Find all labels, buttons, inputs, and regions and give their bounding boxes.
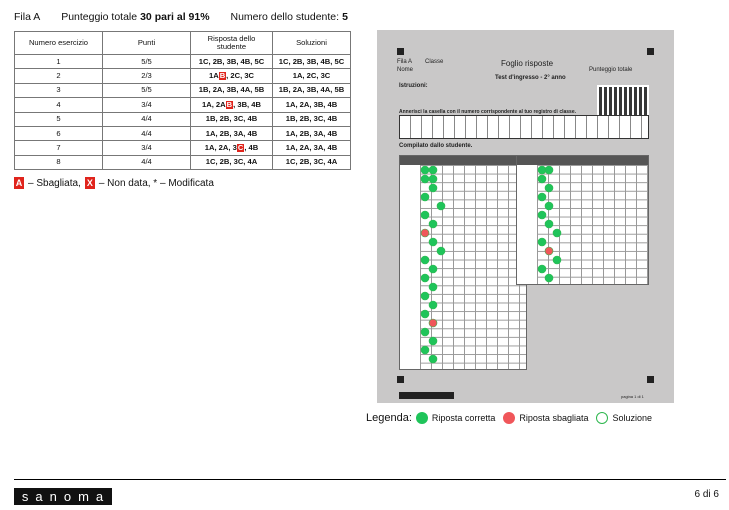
answer-bubble xyxy=(545,166,553,174)
student-answer xyxy=(191,126,273,140)
exercise-number: 5 xyxy=(15,112,103,126)
missing-swatch: X xyxy=(86,178,93,188)
student-answer xyxy=(191,69,273,83)
answer-bubble xyxy=(437,247,445,255)
answer-bubble xyxy=(545,184,553,192)
wrong-answer-mark: C xyxy=(237,142,244,152)
bubble-legend xyxy=(366,412,660,424)
student-answer xyxy=(191,83,273,97)
scan-nome: Nome xyxy=(397,67,414,73)
answer-bubble xyxy=(421,328,429,336)
answer-bubble xyxy=(538,211,546,219)
table-row xyxy=(15,126,351,140)
table-row xyxy=(15,69,351,83)
scan-annerisci: Annerisci la casella con il numero corrispondente al tuo registro di classe. xyxy=(399,109,576,115)
exercise-number: 4 xyxy=(15,98,103,112)
answer-bubble xyxy=(429,319,437,327)
solution-text: 1A, 2C, 3C xyxy=(273,69,351,83)
exercise-number: 2 xyxy=(15,69,103,83)
answer-bubble xyxy=(538,265,546,273)
scan-classe: Classe xyxy=(425,59,444,65)
answer-bubble xyxy=(421,229,429,237)
scan-page: pagina 1 di 1 xyxy=(621,394,644,399)
student-answer xyxy=(191,141,273,155)
answer-bubble xyxy=(421,256,429,264)
answer-bubble xyxy=(429,184,437,192)
student-answer xyxy=(191,98,273,112)
table-row xyxy=(15,112,351,126)
summary-header xyxy=(14,11,366,23)
answer-bubble xyxy=(553,229,561,237)
footer-divider xyxy=(14,479,726,480)
answer-bubble xyxy=(545,247,553,255)
table-row xyxy=(15,98,351,112)
exercise-points: 3/4 xyxy=(103,98,191,112)
answer-bubble xyxy=(429,238,437,246)
page-number: 6 di 6 xyxy=(694,489,719,500)
answer-bubble xyxy=(553,256,561,264)
exercise-points: 4/4 xyxy=(103,112,191,126)
solution-circle-icon xyxy=(596,412,608,424)
answer-bubble xyxy=(429,337,437,345)
wrong-dot-icon xyxy=(503,412,515,424)
solution-text: 1C, 2B, 3B, 4B, 5C xyxy=(273,55,351,69)
exercise-number: 1 xyxy=(15,55,103,69)
answer-text: 1A, 2A, 3 xyxy=(204,142,237,152)
wrong-answer-mark: B xyxy=(226,99,233,109)
answer-text: , 4B xyxy=(244,142,259,152)
table-row xyxy=(15,83,351,97)
answer-bubble xyxy=(429,283,437,291)
answer-text: , 3B, 4B xyxy=(233,99,261,109)
solution-text: 1B, 2B, 3C, 4B xyxy=(273,112,351,126)
missing-label: – Non data, * – Modificata xyxy=(98,177,214,189)
exercise-number: 6 xyxy=(15,126,103,140)
score-label: Punteggio totale 30 pari al 91% xyxy=(61,11,210,23)
solution-text: 1A, 2B, 3A, 4B xyxy=(273,126,351,140)
answer-bubble xyxy=(421,211,429,219)
solution-text: 1A, 2A, 3A, 4B xyxy=(273,141,351,155)
scan-title: Foglio risposte xyxy=(501,59,554,68)
table-row xyxy=(15,141,351,155)
answer-bubble xyxy=(421,346,429,354)
legend-wrong: Riposta sbagliata xyxy=(519,413,589,423)
table-row xyxy=(15,155,351,169)
exercise-points: 2/3 xyxy=(103,69,191,83)
answer-bubble xyxy=(421,310,429,318)
table-row xyxy=(15,55,351,69)
row-label: Fila A xyxy=(14,11,41,23)
answer-text: 1A, 2B, 3A, 4B xyxy=(205,128,258,138)
exercise-points: 4/4 xyxy=(103,126,191,140)
score-value: 30 pari al 91% xyxy=(140,11,210,23)
answer-bubble xyxy=(545,274,553,282)
answer-bubble xyxy=(429,166,437,174)
answer-bubble xyxy=(545,202,553,210)
exercise-points: 4/4 xyxy=(103,155,191,169)
answer-bubble xyxy=(429,355,437,363)
legend-title: Legenda: xyxy=(366,412,412,424)
answer-bubble xyxy=(421,193,429,201)
scan-score: Punteggio totale xyxy=(589,67,633,73)
answer-bubble xyxy=(421,274,429,282)
exercise-number: 3 xyxy=(15,83,103,97)
scan-subtitle: Test d'ingresso - 2° anno xyxy=(495,75,566,81)
answer-text: 1C, 2B, 3B, 4B, 5C xyxy=(198,56,265,66)
exercise-number: 8 xyxy=(15,155,103,169)
answer-text: 1A xyxy=(208,70,219,80)
scan-compilato: Compilato dallo studente. xyxy=(399,143,473,149)
column-header: Numero esercizio xyxy=(15,32,103,55)
answer-bubble xyxy=(421,175,429,183)
answer-sheet-scan xyxy=(377,30,674,403)
column-header: Punti xyxy=(103,32,191,55)
answer-bubble xyxy=(538,175,546,183)
table-legend xyxy=(14,177,214,189)
legend-correct: Riposta corretta xyxy=(431,413,496,423)
answer-bubble xyxy=(429,220,437,228)
correct-dot-icon xyxy=(416,412,428,424)
answer-bubble xyxy=(429,175,437,183)
column-header: Risposta dello studente xyxy=(191,32,273,55)
answer-bubble xyxy=(429,301,437,309)
exercise-points: 5/5 xyxy=(103,55,191,69)
results-table xyxy=(14,31,351,170)
wrong-swatch: A xyxy=(15,178,23,188)
student-answer xyxy=(191,55,273,69)
answer-text: 1B, 2B, 3C, 4B xyxy=(205,114,258,124)
wrong-answer-mark: B xyxy=(219,70,226,80)
answer-text: , 2C, 3C xyxy=(226,70,255,80)
student-label: Numero dello studente: 5 xyxy=(230,11,348,23)
solution-text: 1C, 2B, 3C, 4A xyxy=(273,155,351,169)
wrong-label: – Sbagliata, xyxy=(28,177,81,189)
scan-fila: Fila A xyxy=(397,59,413,65)
answer-text: 1B, 2A, 3B, 4A, 5B xyxy=(198,85,265,95)
answer-text: 1C, 2B, 3C, 4A xyxy=(205,157,258,167)
answer-bubble xyxy=(429,265,437,273)
exercise-points: 5/5 xyxy=(103,83,191,97)
table-header-row xyxy=(15,32,351,55)
solution-text: 1B, 2A, 3B, 4A, 5B xyxy=(273,83,351,97)
answer-bubble xyxy=(421,166,429,174)
answer-bubbles xyxy=(377,30,674,403)
answer-text: 1A, 2A xyxy=(202,99,226,109)
answer-bubble xyxy=(421,292,429,300)
exercise-points: 3/4 xyxy=(103,141,191,155)
column-header: Soluzioni xyxy=(273,32,351,55)
answer-bubble xyxy=(545,220,553,228)
answer-bubble xyxy=(538,238,546,246)
exercise-number: 7 xyxy=(15,141,103,155)
student-number: 5 xyxy=(342,11,348,23)
legend-solution: Soluzione xyxy=(612,413,652,423)
student-answer xyxy=(191,112,273,126)
solution-text: 1A, 2A, 3B, 4B xyxy=(273,98,351,112)
student-answer xyxy=(191,155,273,169)
scan-instructions: Istruzioni: xyxy=(399,83,428,89)
answer-bubble xyxy=(538,193,546,201)
scan-logo xyxy=(399,392,454,399)
answer-bubble xyxy=(437,202,445,210)
sanoma-logo: sanoma xyxy=(14,488,112,505)
